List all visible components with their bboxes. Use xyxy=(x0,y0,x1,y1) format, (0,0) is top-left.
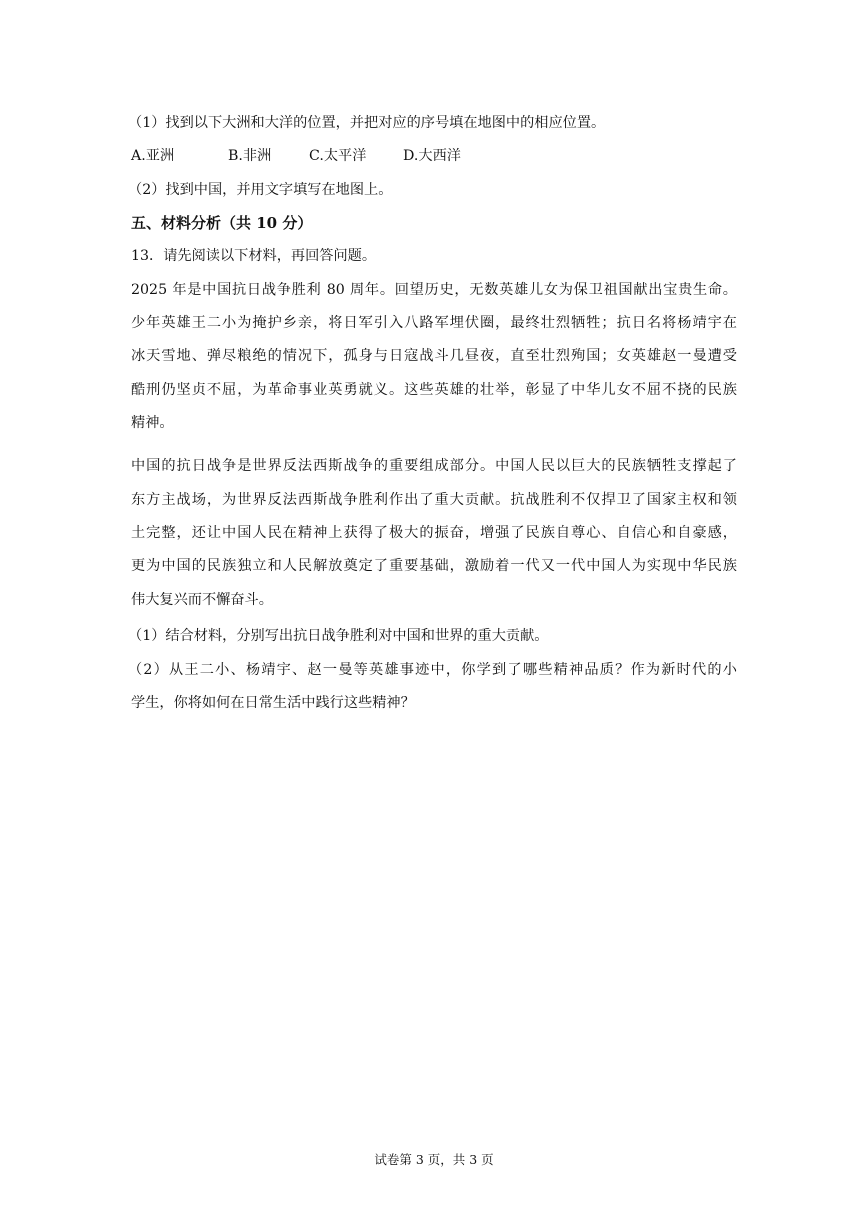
material-para1-line: 精神。 xyxy=(131,415,174,431)
section-heading: 五、材料分析（共 10 分） xyxy=(131,214,313,232)
material-para2-line: 土完整，还让中国人民在精神上获得了极大的振奋，增强了民族自尊心、自信心和自豪感， xyxy=(131,525,737,541)
option-b: B.非洲 xyxy=(228,148,272,164)
material-para2-line: 伟大复兴而不懈奋斗。 xyxy=(131,592,273,608)
option-a: A.亚洲 xyxy=(131,148,175,164)
options-row xyxy=(131,146,631,166)
sub-question-2-line: 学生，你将如何在日常生活中践行这些精神？ xyxy=(131,695,415,711)
option-d: D.大西洋 xyxy=(403,148,461,164)
map-question-2: （2）找到中国，并用文字填写在地图上。 xyxy=(128,182,393,198)
page-footer: 试卷第 3 页，共 3 页 xyxy=(374,1152,494,1167)
sub-question-1: （1）结合材料，分别写出抗日战争胜利对中国和世界的重大贡献。 xyxy=(128,628,549,644)
material-para1-line: 酷刑仍坚贞不屈，为革命事业英勇就义。这些英雄的壮举，彰显了中华儿女不屈不挠的民族 xyxy=(131,382,737,398)
material-para1-line: 2025 年是中国抗日战争胜利 80 周年。回望历史，无数英雄儿女为保卫祖国献出宝贵生命。 xyxy=(131,282,737,298)
sub-question-2-line: （2）从王二小、杨靖宇、赵一曼等英雄事迹中，你学到了哪些精神品质？作为新时代的小 xyxy=(128,662,737,678)
material-para1-line: 少年英雄王二小为掩护乡亲，将日军引入八路军埋伏圈，最终壮烈牺牲；抗日名将杨靖宇在 xyxy=(131,315,737,331)
question-13-intro: 13．请先阅读以下材料，再回答问题。 xyxy=(131,248,377,264)
material-para2-line: 东方主战场，为世界反法西斯战争胜利作出了重大贡献。抗战胜利不仅捍卫了国家主权和领 xyxy=(131,492,737,508)
map-question-1: （1）找到以下大洲和大洋的位置，并把对应的序号填在地图中的相应位置。 xyxy=(128,115,606,131)
option-c: C.太平洋 xyxy=(309,148,367,164)
material-para1-line: 冰天雪地、弹尽粮绝的情况下，孤身与日寇战斗几昼夜，直至壮烈殉国；女英雄赵一曼遭受 xyxy=(131,348,737,364)
material-para2-line: 中国的抗日战争是世界反法西斯战争的重要组成部分。中国人民以巨大的民族牺牲支撑起了 xyxy=(131,458,737,474)
material-para2-line: 更为中国的民族独立和人民解放奠定了重要基础，激励着一代又一代中国人为实现中华民族 xyxy=(131,558,737,574)
